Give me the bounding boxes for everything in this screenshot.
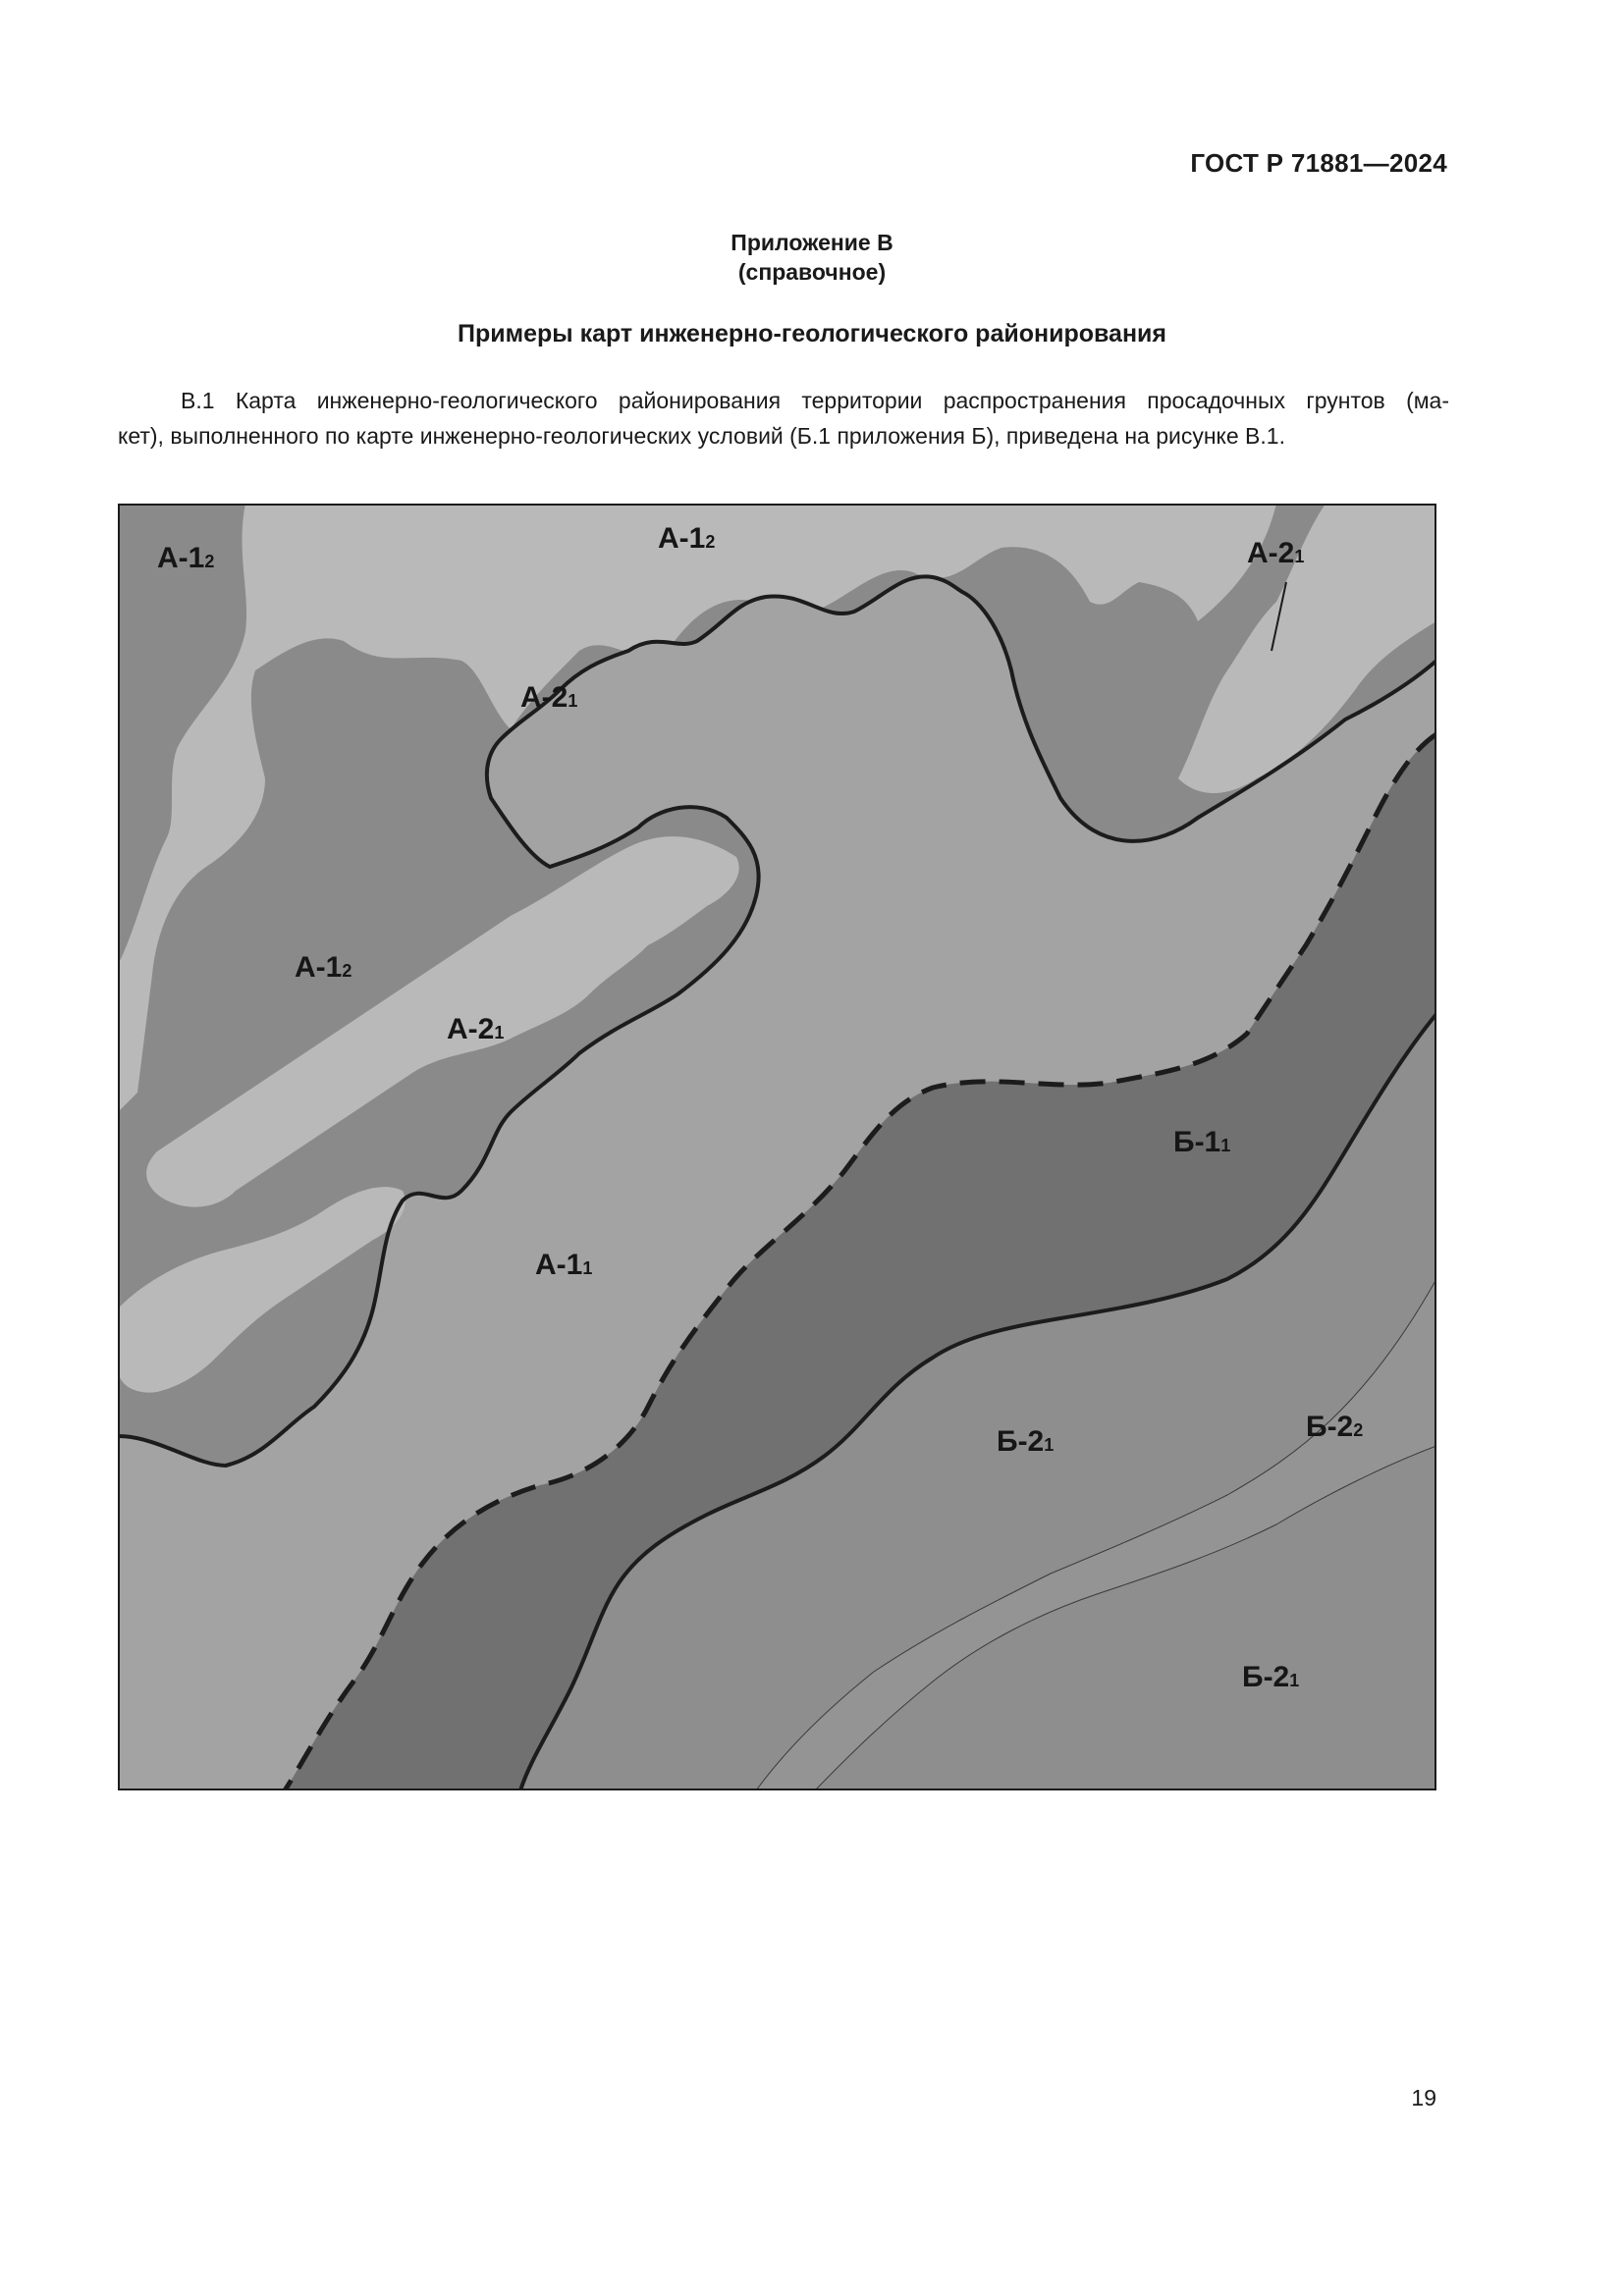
appendix-subtitle: (справочное) (737, 259, 887, 285)
zoning-map-figure (118, 504, 1436, 1790)
page-number: 19 (1411, 2085, 1436, 2110)
section-heading: Примеры карт инженерно-геологического районирования (458, 320, 1166, 347)
zone-label: Б-22 (1306, 1411, 1364, 1443)
paragraph-line-2: кет), выполненного по карте инженерно-геологических условий (Б.1 приложения Б), приведена на рисунке В.1. (118, 423, 1285, 449)
zone-label: А-21 (1247, 537, 1305, 569)
zone-label: А-12 (658, 522, 716, 555)
zone-label: А-12 (157, 542, 215, 574)
standard-number: ГОСТ Р 71881—2024 (1190, 148, 1447, 178)
zoning-map (118, 504, 1436, 1790)
zone-label: Б-11 (1173, 1126, 1231, 1158)
zone-label: Б-21 (1242, 1661, 1300, 1693)
paragraph-line-1: В.1 Карта инженерно-геологического районирования территории распространения просадочных грунтов (ма- (181, 388, 1449, 413)
zone-label: А-21 (447, 1013, 505, 1045)
zone-label: А-11 (535, 1249, 593, 1281)
zone-label: А-12 (295, 951, 352, 984)
zone-label: Б-21 (997, 1425, 1055, 1458)
appendix-title: Приложение В (731, 230, 893, 255)
appendix-title-block (0, 228, 1624, 287)
zone-label: А-21 (520, 681, 578, 714)
body-paragraph (118, 383, 1449, 454)
